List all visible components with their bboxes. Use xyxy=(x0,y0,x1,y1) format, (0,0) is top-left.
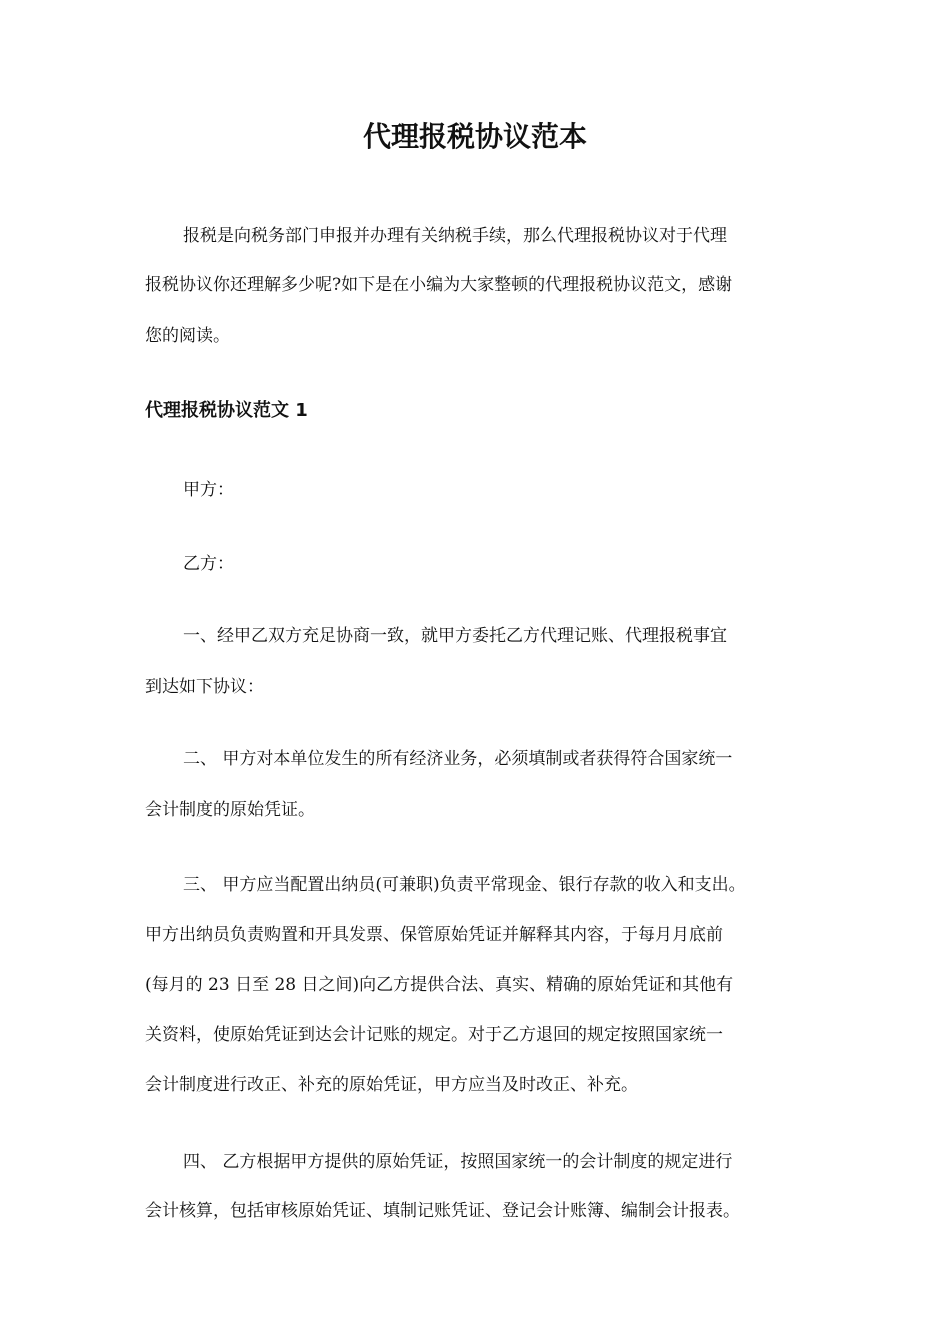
clause-1-line-2: 到达如下协议： xyxy=(145,677,264,697)
party-b-label: 乙方： xyxy=(183,554,234,574)
intro-line-3: 您的阅读。 xyxy=(145,326,230,346)
clause-1-line-1: 一、经甲乙双方充足协商一致，就甲方委托乙方代理记账、代理报税事宜 xyxy=(183,626,727,646)
intro-line-2: 报税协议你还理解多少呢?如下是在小编为大家整顿的代理报税协议范文，感谢 xyxy=(145,275,733,295)
clause-2-line-2: 会计制度的原始凭证。 xyxy=(145,800,315,820)
clause-3-line-3: (每月的 23 日至 28 日之间)向乙方提供合法、真实、精确的原始凭证和其他有 xyxy=(145,975,734,995)
clause-3-line-5: 会计制度进行改正、补充的原始凭证，甲方应当及时改正、补充。 xyxy=(145,1075,638,1095)
clause-4-line-2: 会计核算，包括审核原始凭证、填制记账凭证、登记会计账簿、编制会计报表。 xyxy=(145,1201,740,1221)
document-title: 代理报税协议范本 xyxy=(362,120,587,153)
clause-2-line-1: 二、 甲方对本单位发生的所有经济业务，必须填制或者获得符合国家统一 xyxy=(183,749,733,769)
section-heading: 代理报税协议范文 1 xyxy=(145,400,308,421)
clause-3-line-4: 关资料，使原始凭证到达会计记账的规定。对于乙方退回的规定按照国家统一 xyxy=(145,1025,723,1045)
clause-3-line-1: 三、 甲方应当配置出纳员(可兼职)负责平常现金、银行存款的收入和支出。 xyxy=(183,875,746,895)
intro-line-1: 报税是向税务部门申报并办理有关纳税手续，那么代理报税协议对于代理 xyxy=(183,226,727,246)
clause-4-line-1: 四、 乙方根据甲方提供的原始凭证，按照国家统一的会计制度的规定进行 xyxy=(183,1152,733,1172)
clause-3-line-2: 甲方出纳员负责购置和开具发票、保管原始凭证并解释其内容，于每月月底前 xyxy=(145,925,723,945)
party-a-label: 甲方： xyxy=(183,480,234,500)
